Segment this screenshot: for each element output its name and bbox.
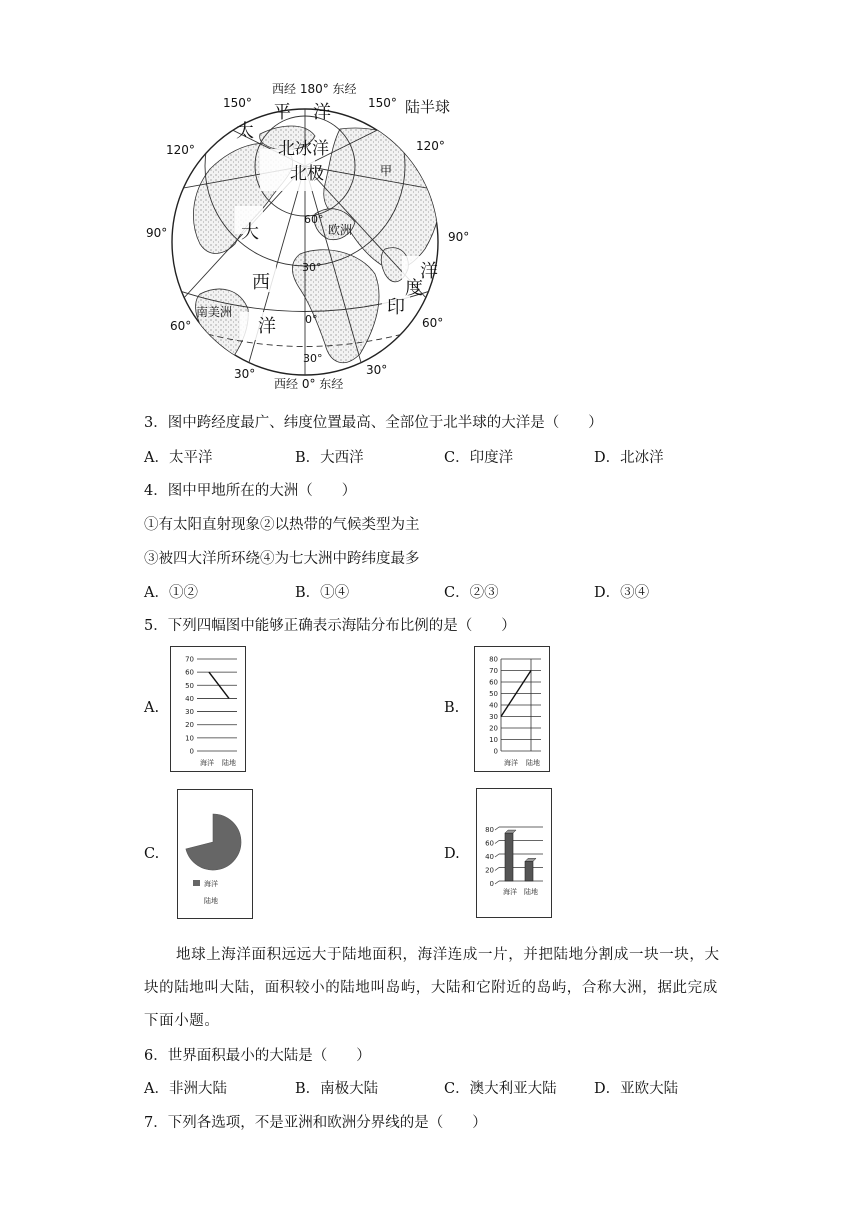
deg-60-lat: 60° <box>304 213 324 226</box>
chart-a-frame[interactable] <box>170 646 246 772</box>
q5-option-a-label[interactable]: A. <box>144 700 160 716</box>
lon-bottom-label: 西经 0° 东经 <box>274 377 344 391</box>
q4-option-b[interactable]: B．①④ <box>295 585 350 601</box>
question-6-stem: 6．世界面积最小的大陆是（ ） <box>144 1048 371 1064</box>
q3-option-a[interactable]: A．太平洋 <box>144 450 213 466</box>
x-tick-label: 海洋 <box>200 759 214 767</box>
y-tick-label: 40 <box>185 694 194 703</box>
y-tick-label: 40 <box>489 701 498 710</box>
pacific-char-1: 平 <box>273 102 291 123</box>
indian-char-1: 洋 <box>420 261 438 282</box>
deg-90-left: 90° <box>146 226 168 240</box>
y-tick-label: 60 <box>489 678 498 687</box>
deg-150-left: 150° <box>223 96 252 110</box>
deg-30-south: 30° <box>303 352 323 365</box>
y-tick-label: 40 <box>485 853 494 861</box>
question-3-stem: 3．图中跨经度最广、纬度位置最高、全部位于北半球的大洋是（ ） <box>144 415 603 431</box>
legend-label: 海洋 <box>204 880 218 888</box>
x-tick-label: 陆地 <box>526 759 540 767</box>
chart-a <box>171 647 245 771</box>
gridline-depth <box>495 841 499 844</box>
question-7-stem: 7．下列各选项，不是亚洲和欧洲分界线的是（ ） <box>144 1115 487 1131</box>
hemisphere-label: 陆半球 <box>405 98 451 116</box>
arctic-label: 北冰洋 <box>278 139 329 159</box>
europe-label: 欧洲 <box>328 223 353 237</box>
deg-30-lat: 30° <box>302 261 322 274</box>
chart-d <box>477 789 551 917</box>
pacific-char-2: 洋 <box>313 102 331 123</box>
atlantic-char-1: 大 <box>241 222 259 243</box>
q4-option-a[interactable]: A．①② <box>144 585 198 601</box>
y-tick-label: 20 <box>185 721 194 730</box>
south-america-label: 南美洲 <box>196 305 233 319</box>
chart-b <box>475 647 549 771</box>
question-4-stem: 4．图中甲地所在的大洲（ ） <box>144 483 357 499</box>
q5-option-d-label[interactable]: D. <box>444 846 460 862</box>
passage-line-1: 地球上海洋面积远远大于陆地面积，海洋连成一片，并把陆地分割成一块一块，大 <box>176 947 720 963</box>
passage-line-2: 块的陆地叫大陆，面积较小的陆地叫岛屿，大陆和它附近的岛屿，合称大洲，据此完成 <box>144 980 718 996</box>
gridline-depth <box>495 854 499 857</box>
atlantic-char-2: 西 <box>252 272 270 293</box>
y-tick-label: 50 <box>185 681 194 690</box>
q6-option-b[interactable]: B．南极大陆 <box>295 1081 379 1097</box>
atlantic-char-3: 洋 <box>258 316 276 337</box>
y-tick-label: 60 <box>185 668 194 677</box>
chart-b-frame[interactable] <box>474 646 550 772</box>
deg-120-right: 120° <box>416 139 445 153</box>
y-tick-label: 30 <box>185 708 194 717</box>
y-tick-label: 0 <box>189 747 194 756</box>
q3-option-d[interactable]: D．北冰洋 <box>594 450 664 466</box>
y-tick-label: 30 <box>489 713 498 721</box>
y-tick-label: 0 <box>493 747 498 756</box>
gridline-depth <box>495 881 499 884</box>
q6-option-c[interactable]: C．澳大利亚大陆 <box>444 1081 557 1097</box>
chart-d-frame[interactable] <box>476 788 552 918</box>
q6-option-a[interactable]: A．非洲大陆 <box>144 1081 227 1097</box>
q5-option-c-label[interactable]: C. <box>144 846 160 862</box>
q3-option-c[interactable]: C．印度洋 <box>444 450 514 466</box>
y-tick-label: 60 <box>485 839 494 848</box>
deg-150-right: 150° <box>368 96 397 110</box>
y-tick-label: 10 <box>489 736 498 744</box>
y-tick-label: 70 <box>185 655 194 664</box>
y-tick-label: 20 <box>489 724 498 733</box>
y-tick-label: 50 <box>489 690 498 698</box>
question-5-stem: 5．下列四幅图中能够正确表示海陆分布比例的是（ ） <box>144 618 516 634</box>
q6-option-d[interactable]: D．亚欧大陆 <box>594 1081 679 1097</box>
q4-statement-2: ③被四大洋所环绕④为七大洲中跨纬度最多 <box>144 551 420 567</box>
y-tick-label: 20 <box>485 866 494 875</box>
deg-60-left: 60° <box>170 319 192 333</box>
x-tick-label: 海洋 <box>503 888 517 896</box>
deg-60-right: 60° <box>422 316 444 330</box>
x-tick-label: 陆地 <box>222 759 236 767</box>
gridline-depth <box>495 868 499 871</box>
y-tick-label: 70 <box>489 667 498 675</box>
north-pole-label: 北极 <box>290 164 324 184</box>
bar <box>525 861 533 881</box>
jia-label: 甲 <box>380 164 393 178</box>
bar <box>505 833 513 881</box>
deg-90-right: 90° <box>448 230 470 244</box>
lon-top-label: 西经 180° 东经 <box>272 82 357 96</box>
legend-swatch <box>193 880 200 886</box>
deg-0-lat: 0° <box>305 313 318 326</box>
bar-top <box>505 830 516 833</box>
x-tick-label: 海洋 <box>504 759 518 767</box>
y-tick-label: 10 <box>185 734 194 743</box>
indian-char-3: 印 <box>387 297 405 318</box>
q4-statement-1: ①有太阳直射现象②以热带的气候类型为主 <box>144 517 420 533</box>
chart-c <box>178 790 252 918</box>
gridline-depth <box>495 827 499 830</box>
q4-option-d[interactable]: D．③④ <box>594 585 650 601</box>
indian-char-2: 度 <box>405 278 423 299</box>
deg-30-right: 30° <box>366 363 388 377</box>
x-tick-label: 陆地 <box>524 888 538 896</box>
q4-option-c[interactable]: C．②③ <box>444 585 499 601</box>
y-tick-label: 80 <box>489 655 498 664</box>
q5-option-b-label[interactable]: B. <box>444 700 460 716</box>
y-tick-label: 80 <box>485 826 494 834</box>
land-hemisphere-map <box>140 74 480 394</box>
deg-30-left: 30° <box>234 367 256 381</box>
deg-120-left: 120° <box>166 143 195 157</box>
passage-line-3: 下面小题。 <box>144 1013 220 1029</box>
q3-option-b[interactable]: B．大西洋 <box>295 450 364 466</box>
chart-c-frame[interactable] <box>177 789 253 919</box>
y-tick-label: 0 <box>489 880 494 888</box>
pie-slice <box>186 814 241 870</box>
legend-label: 陆地 <box>204 897 218 905</box>
pacific-char-3: 太 <box>236 121 254 142</box>
bar-top <box>525 858 536 861</box>
